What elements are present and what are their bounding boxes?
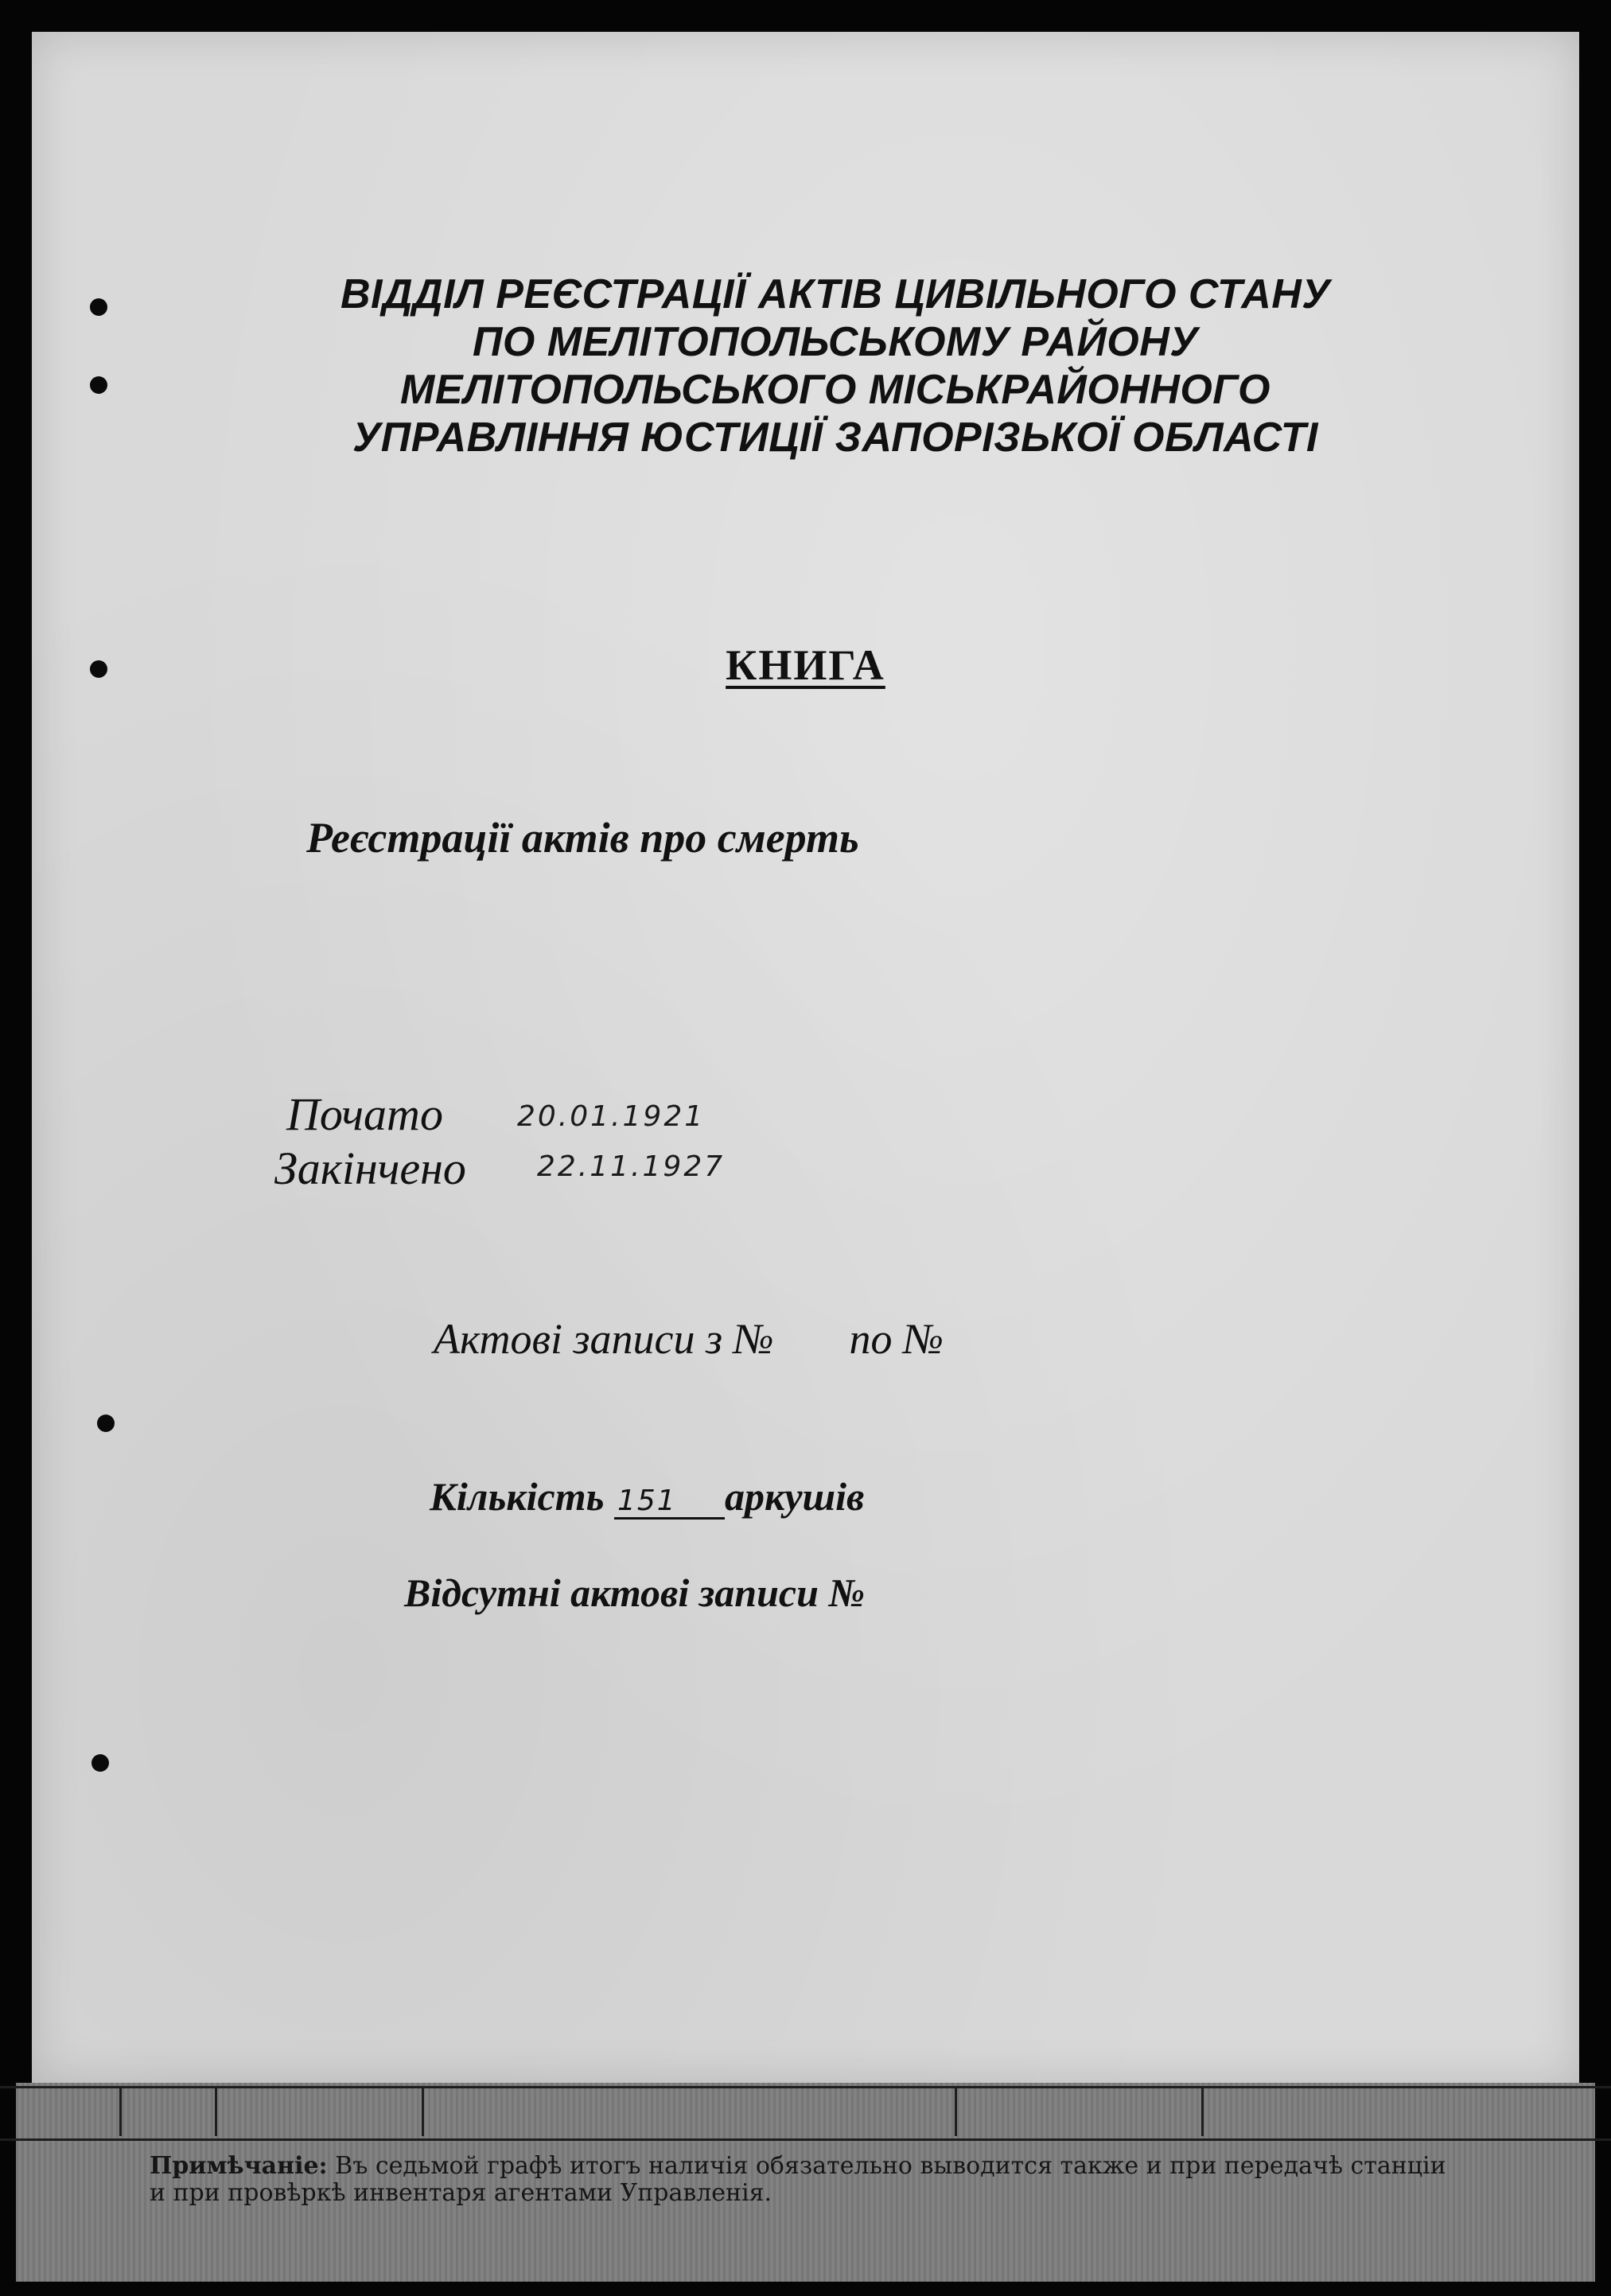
started-label: Почато (286, 1088, 443, 1140)
footnote-line-2: и при провѣркѣ инвентаря агентами Управленія. (150, 2179, 772, 2207)
binding-hole (90, 376, 107, 394)
strip-top-rule (0, 2086, 1611, 2088)
book-title (0, 640, 1611, 690)
column-divider (119, 2088, 122, 2136)
column-divider (215, 2088, 217, 2136)
strip-rule (0, 2138, 1611, 2141)
records-from-label: Актові записи з № (434, 1315, 774, 1363)
footnote-label: Примѣчаніе: (150, 2152, 328, 2180)
binding-hole (97, 1415, 115, 1432)
book-subtitle: Реєстрації актів про смерть (306, 814, 859, 862)
header-line-2: ПО МЕЛІТОПОЛЬСЬКОМУ РАЙОНУ (472, 319, 1198, 365)
count-unit: аркушів (724, 1474, 865, 1519)
column-divider (422, 2088, 424, 2136)
book-title-text: КНИГА (726, 641, 885, 689)
started-date: 20.01.1921 (517, 1100, 706, 1133)
records-range (434, 1314, 944, 1364)
count-label: Кількість (430, 1474, 605, 1519)
column-divider (955, 2088, 957, 2136)
count-value: 151 (614, 1485, 725, 1520)
finished-date: 22.11.1927 (537, 1150, 726, 1183)
binding-hole (91, 1754, 109, 1772)
binding-hole (90, 298, 107, 316)
header-line-1: ВІДДІЛ РЕЄСТРАЦІЇ АКТІВ ЦИВІЛЬНОГО СТАНУ (340, 271, 1331, 317)
header-line-3: МЕЛІТОПОЛЬСЬКОГО МІСЬКРАЙОННОГО (400, 367, 1271, 413)
column-divider (1201, 2088, 1204, 2136)
footnote-line-1: Въ седьмой графѣ итогъ наличія обязательно выводится также и при передачѣ станціи (335, 2152, 1446, 2180)
footnote (150, 2153, 1502, 2207)
finished-label: Закінчено (274, 1142, 466, 1194)
sheet-count (430, 1473, 864, 1520)
department-header (159, 270, 1512, 461)
missing-records: Відсутні актові записи № (404, 1570, 866, 1615)
records-to-label: по № (849, 1315, 944, 1363)
header-line-4: УПРАВЛІННЯ ЮСТИЦІЇ ЗАПОРІЗЬКОЇ ОБЛАСТІ (352, 414, 1318, 461)
